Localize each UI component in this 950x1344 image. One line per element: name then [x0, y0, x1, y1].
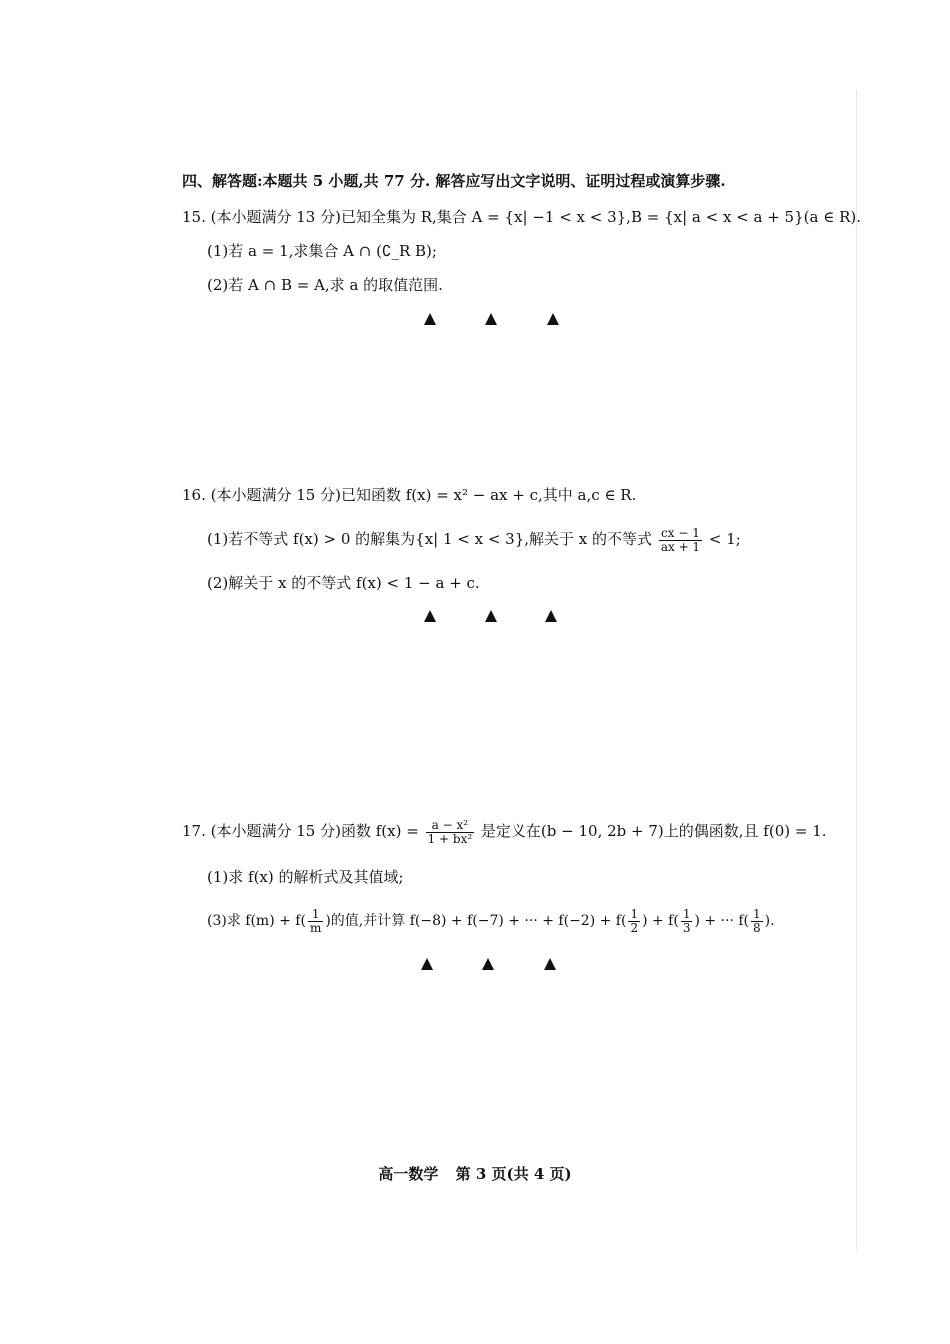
question-16-part-1-tail: < 1; [708, 530, 741, 548]
part-3-text-e: ). [764, 913, 775, 929]
fraction-1-over-3 [681, 908, 693, 935]
triangle-icon [545, 610, 557, 622]
question-15-part-1: (1)若 a = 1,求集合 A ∩ (∁_R B); [207, 242, 437, 260]
question-17-part-1: (1)求 f(x) 的解析式及其值域; [207, 868, 404, 886]
fraction-denominator: m [309, 920, 322, 935]
triangle-icon [421, 958, 433, 970]
triangle-icon [424, 313, 436, 325]
fraction-numerator: 1 [630, 906, 639, 921]
part-3-text-a: (3)求 f(m) + f( [207, 913, 306, 929]
question-16-part-1-text: (1)若不等式 f(x) > 0 的解集为{x| 1 < x < 3},解关于 x 的不等式 [207, 530, 653, 548]
part-3-text-d: ) + ··· f( [694, 913, 750, 929]
question-17-part-3 [207, 904, 775, 938]
question-17-stem-tail: 是定义在(b − 10, 2b + 7)上的偶函数,且 f(0) = 1. [480, 822, 827, 840]
question-16-fraction [659, 527, 702, 554]
fraction-numerator: 1 [753, 906, 761, 921]
fraction-numerator: cx − 1 [659, 527, 702, 541]
question-15-stem: 15. (本小题满分 13 分)已知全集为 R,集合 A = {x| −1 < x < 3},B = {x| a < x < a + 5}(a ∈ R). [182, 208, 861, 226]
triangle-icon [547, 313, 559, 325]
fraction-denominator: 3 [682, 920, 691, 935]
part-3-text-b: )的值,并计算 f(−8) + f(−7) + ··· + f(−2) + f( [325, 913, 627, 929]
answer-space-marker-17 [0, 958, 950, 978]
question-17-fraction [426, 819, 475, 846]
fraction-1-over-2 [628, 908, 640, 935]
question-16-part-1 [207, 524, 741, 554]
fraction-denominator: ax + 1 [660, 539, 701, 554]
triangle-icon [485, 610, 497, 622]
triangle-icon [485, 313, 497, 325]
fraction-1-over-8 [751, 908, 763, 935]
fraction-numerator: 1 [308, 908, 323, 922]
part-3-text-c: ) + f( [642, 913, 679, 929]
answer-space-marker-15 [0, 313, 950, 333]
fraction-numerator: a − x² [426, 819, 475, 833]
section-title: 四、解答题:本题共 5 小题,共 77 分. 解答应写出文字说明、证明过程或演算步骤. [182, 172, 726, 190]
triangle-icon [424, 610, 436, 622]
page-edge-line [856, 90, 857, 1250]
question-17-stem [182, 814, 827, 848]
fraction-1-over-m [308, 908, 323, 935]
answer-space-marker-16 [0, 610, 950, 630]
footer-subject: 高一数学 [378, 1165, 439, 1183]
question-15-part-2: (2)若 A ∩ B = A,求 a 的取值范围. [207, 276, 443, 294]
question-16-part-2: (2)解关于 x 的不等式 f(x) < 1 − a + c. [207, 574, 480, 592]
question-17-stem-text: 17. (本小题满分 15 分)函数 f(x) = [182, 822, 419, 840]
fraction-denominator: 1 + bx² [427, 831, 473, 846]
triangle-icon [482, 958, 494, 970]
page-footer [0, 1163, 950, 1184]
fraction-numerator: 1 [682, 906, 691, 921]
fraction-denominator: 2 [630, 920, 639, 935]
question-16-stem: 16. (本小题满分 15 分)已知函数 f(x) = x² − ax + c,其中 a,c ∈ R. [182, 486, 637, 504]
footer-page-number: 第 3 页(共 4 页) [455, 1165, 572, 1183]
fraction-denominator: 8 [753, 920, 761, 935]
triangle-icon [544, 958, 556, 970]
